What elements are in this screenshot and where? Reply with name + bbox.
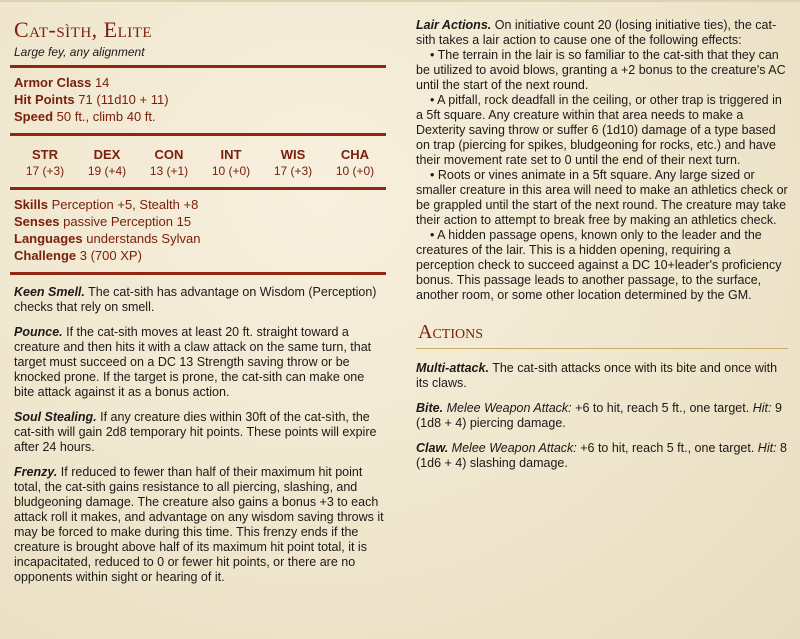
trait-keen-smell: Keen Smell. The cat-sith has advantage on Wisdom (Perception) checks that rely on smell. [14,285,377,314]
action-claw: Claw. Melee Weapon Attack: +6 to hit, reach 5 ft., one target. Hit: 8 (1d6 + 4) slashing damage. [416,441,787,470]
lair-actions-intro: Lair Actions. On initiative count 20 (losing initiative ties), the cat-sith takes a lair action to cause one of the following effects: [416,18,777,47]
divider [10,65,386,68]
ability-dex: DEX 19 (+4) [87,147,127,178]
right-column [416,2,788,481]
ability-int: INT 10 (+0) [211,147,251,178]
ability-wis: WIS 17 (+3) [273,147,313,178]
trait-pounce: Pounce. If the cat-sith moves at least 20 ft. straight toward a creature and then hits it with a claw attack on the same turn, that target must succeed on a DC 13 Strength saving throw or be knocked prone. If the target is prone, the cat-sith can make one bite attack against it as a bonus action. [14,325,372,399]
ability-str: STR 17 (+3) [25,147,65,178]
monster-meta: Large fey, any alignment [14,45,145,59]
divider [10,133,386,136]
armor-class: Armor Class 14 [14,75,110,90]
ability-cha: CHA 10 (+0) [335,147,375,178]
challenge: Challenge 3 (700 XP) [14,248,142,263]
actions-heading: Actions [418,321,484,343]
left-column [14,2,386,595]
languages: Languages understands Sylvan [14,231,201,246]
ability-con: CON 13 (+1) [149,147,189,178]
divider [10,272,386,275]
trait-frenzy: Frenzy. If reduced to fewer than half of their maximum hit point total, the cat-sith gains resistance to all piercing, slashing, and bludgeoning damage. The creature also gains a bonus +3 to each attack roll it makes, and advantage on any wisdom saving throws it may be forced to make during this time. This frenzy ends if the creature is brought above half of its maximum hit point total, it is incapacitated, reduced to 0 or fewer hit points, or there are no opponents within sight or hearing of it. [14,465,384,584]
divider [10,187,386,190]
monster-name: Cat-sìth, Elite [14,17,153,42]
ability-scores [14,146,386,179]
action-multiattack: Multi-attack. The cat-sith attacks once with its bite and once with its claws. [416,361,778,390]
skills: Skills Perception +5, Stealth +8 [14,197,199,212]
lair-effect: • A pitfall, rock deadfall in the ceiling, or other trap is triggered in a 5ft square. Any creature within that area needs to make a Dexterity saving throw or suffer 6 (1d10) damage of a type based on trap (piercing for spikes, bludgeoning for rocks, etc.) and have their movement rate set to 0 until the end of their next turn. [416,93,788,168]
action-bite: Bite. Melee Weapon Attack: +6 to hit, reach 5 ft., one target. Hit: 9 (1d8 + 4) piercing damage. [416,401,782,430]
lair-effect: • The terrain in the lair is so familiar to the cat-sith that they can be utilized to avoid blows, granting a +2 bonus to the creature's AC until the start of the next round. [416,48,788,93]
speed: Speed 50 ft., climb 40 ft. [14,109,156,124]
senses: Senses passive Perception 15 [14,214,192,229]
trait-soul-stealing: Soul Stealing. If any creature dies within 30ft of the cat-sìth, the cat-sith will gain 2d8 temporary hit points. These points will expire after 24 hours. [14,410,377,454]
hit-points: Hit Points 71 (11d10 + 11) [14,92,169,107]
lair-effect: • Roots or vines animate in a 5ft square. Any large sized or smaller creature in this area will need to make an athletics check or be grappled until the start of the next round. The creature may take their action to attempt to break free by making an athletics check. [416,168,788,228]
lair-effect: • A hidden passage opens, known only to the leader and the creatures of the lair. This is a hidden opening, requiring a perception check to succeed against a DC 10+leader's proficiency bonus. This passage leads to another passage, to the surface, another room, or some other location determined by the GM. [416,228,788,303]
section-divider [416,348,788,349]
